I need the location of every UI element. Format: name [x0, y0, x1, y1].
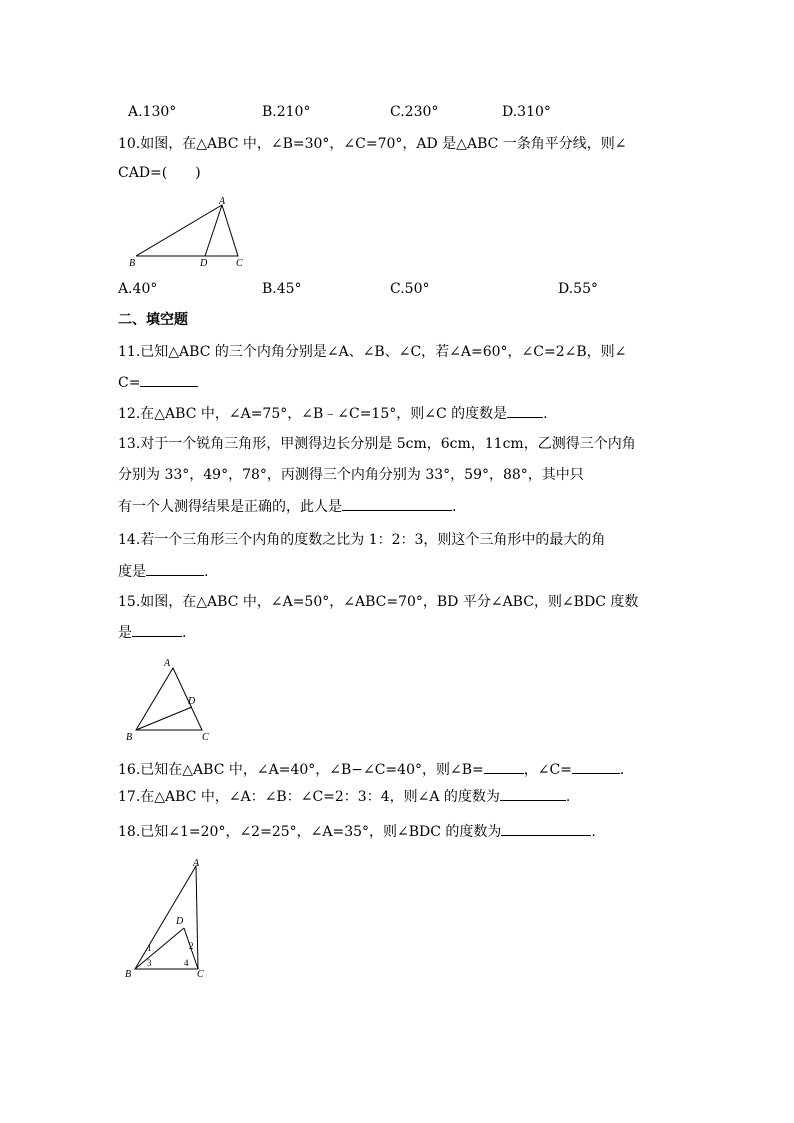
- q18-label-c: C: [197, 969, 204, 980]
- q15-answer-blank[interactable]: [132, 622, 182, 637]
- q18-label-a: A: [193, 858, 200, 869]
- q11-line2: [118, 372, 198, 393]
- q10-text-line2: CAD=( ): [118, 165, 201, 181]
- q15-triangle-figure: [120, 652, 220, 744]
- q10-triangle-figure: [118, 193, 258, 271]
- q10-option-c: C.50°: [390, 281, 430, 297]
- q18-line: [118, 821, 596, 842]
- q10-label-a: A: [219, 196, 226, 207]
- q11-text-line1: 11.已知△ABC 的三个内角分别是∠A、∠B、∠C，若∠A=60°，∠C=2∠B，则∠: [118, 344, 627, 360]
- q9-option-d: D.310°: [502, 104, 551, 120]
- q15-line2: [118, 622, 186, 643]
- q16-line: [118, 759, 624, 780]
- q18-tail: .: [591, 824, 596, 840]
- q18-label-3: 3: [147, 958, 152, 968]
- q18-label-2: 2: [189, 941, 194, 951]
- q12-text: 12.在△ABC 中，∠A=75°，∠B﹣∠C=15°，则∠C 的度数是: [118, 406, 508, 422]
- q13-text-line1: 13.对于一个锐角三角形，甲测得边长分别是 5cm，6cm，11cm，乙测得三个内角: [118, 436, 636, 452]
- q9-option-a: A.130°: [128, 104, 177, 120]
- q10-option-a: A.40°: [118, 281, 158, 297]
- q14-text-line2: 度是: [118, 564, 146, 580]
- q17-tail: .: [565, 789, 571, 805]
- q13-line3: [118, 496, 456, 517]
- q10-label-c: C: [236, 258, 243, 269]
- q18-label-b: B: [125, 969, 132, 980]
- q15-label-b: B: [126, 732, 133, 743]
- q18-triangle-figure: [118, 855, 228, 985]
- q15-label-a: A: [164, 658, 171, 669]
- q12-line: [118, 403, 548, 424]
- q16-answer-blank-c[interactable]: [572, 759, 620, 774]
- section-2-title: 二、填空题: [118, 312, 188, 328]
- q9-option-c: C.230°: [390, 104, 439, 120]
- q9-option-b: B.210°: [262, 104, 311, 120]
- q16-text: 16.已知在△ABC 中，∠A=40°，∠B−∠C=40°，则∠B=: [118, 762, 484, 778]
- q17-answer-blank[interactable]: [500, 786, 566, 801]
- q15-text-line1: 15.如图，在△ABC 中，∠A=50°，∠ABC=70°，BD 平分∠ABC，则∠BDC 度数: [118, 594, 639, 610]
- q16-answer-blank-b[interactable]: [484, 759, 524, 774]
- q10-option-d: D.55°: [558, 281, 598, 297]
- q16-tail: .: [619, 762, 625, 778]
- q12-tail: .: [543, 406, 548, 422]
- q11-answer-blank[interactable]: [140, 372, 198, 387]
- q10-label-d: D: [200, 258, 208, 269]
- q15-label-c: C: [202, 732, 209, 743]
- q18-label-1: 1: [147, 943, 152, 953]
- q16-mid: ，∠C=: [523, 762, 572, 778]
- q10-option-b: B.45°: [262, 281, 302, 297]
- q11-text-line2: C=: [118, 375, 141, 391]
- q18-label-4: 4: [184, 958, 189, 968]
- q14-line2: [118, 561, 208, 582]
- q14-answer-blank[interactable]: [146, 561, 204, 576]
- q14-tail: .: [204, 564, 209, 580]
- q15-tail: .: [182, 625, 187, 641]
- q12-answer-blank[interactable]: [507, 403, 543, 418]
- q13-text-line2: 分别为 33°，49°，78°，丙测得三个内角分别为 33°，59°，88°，其中只: [118, 467, 584, 483]
- q10-label-b: B: [129, 258, 136, 269]
- q13-text-line3: 有一个人测得结果是正确的，此人是: [118, 499, 342, 515]
- q15-label-d: D: [188, 696, 196, 707]
- q18-label-d: D: [176, 916, 184, 927]
- q17-text: 17.在△ABC 中，∠A：∠B：∠C=2：3：4，则∠A 的度数为: [118, 789, 500, 805]
- q10-text-line1: 10.如图，在△ABC 中，∠B=30°，∠C=70°，AD 是△ABC 一条角平分线，则∠: [118, 136, 627, 152]
- q18-text: 18.已知∠1=20°，∠2=25°，∠A=35°，则∠BDC 的度数为: [118, 824, 502, 840]
- q17-line: [118, 786, 570, 807]
- q13-tail: .: [452, 499, 457, 515]
- q18-answer-blank[interactable]: [501, 821, 591, 836]
- q13-answer-blank[interactable]: [342, 496, 452, 511]
- q14-text-line1: 14.若一个三角形三个内角的度数之比为 1：2：3，则这个三角形中的最大的角: [118, 532, 606, 548]
- q15-text-line2: 是: [118, 625, 132, 641]
